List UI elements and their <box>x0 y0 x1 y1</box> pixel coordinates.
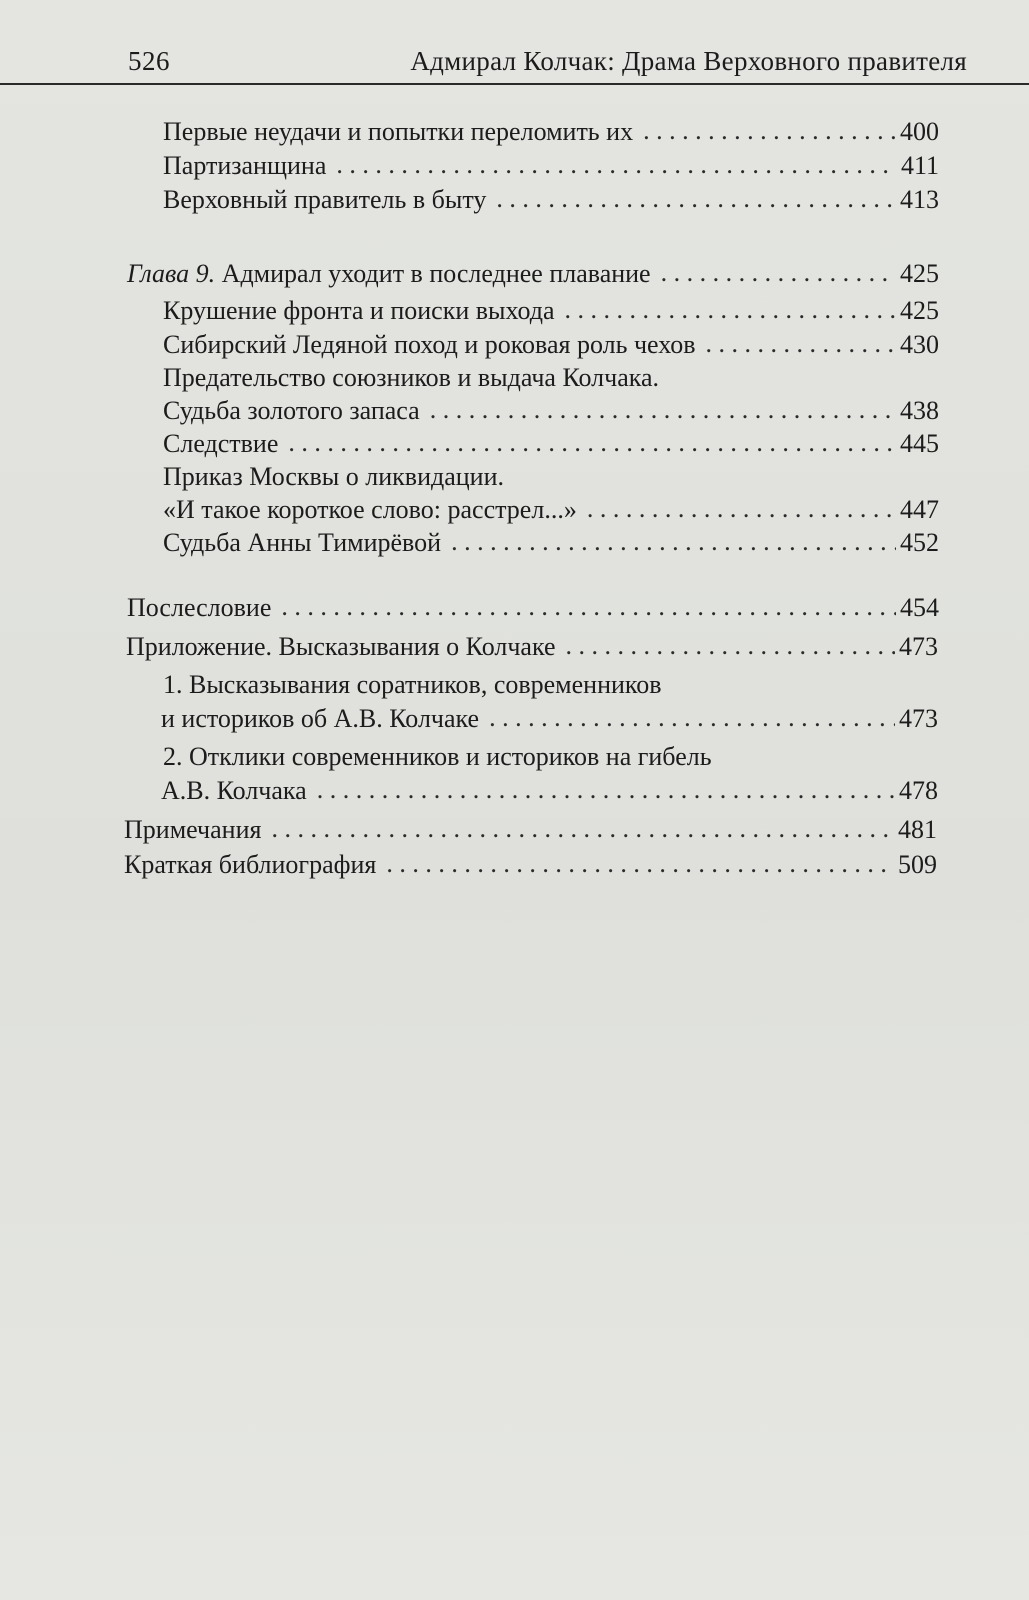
toc-entry <box>161 704 938 734</box>
dot-leader <box>706 329 896 359</box>
toc-entry <box>124 850 937 880</box>
dot-leader <box>430 395 896 425</box>
dot-leader <box>643 116 896 146</box>
dot-leader <box>565 295 896 325</box>
toc-entry <box>127 593 939 623</box>
toc-entry-page: 413 <box>900 185 939 214</box>
toc-chapter-title <box>127 259 651 289</box>
toc-entry <box>163 296 939 326</box>
toc-entry-title: Сибирский Ледяной поход и роковая роль чехов <box>163 330 696 359</box>
toc-entry <box>163 528 939 558</box>
toc-entry <box>163 396 939 426</box>
dot-leader <box>587 494 896 524</box>
toc-entry-page: 509 <box>898 850 937 879</box>
page-header <box>0 0 1029 86</box>
toc-entry-title: Судьба Анны Тимирёвой <box>163 528 442 557</box>
toc-entry-page: 447 <box>900 495 939 524</box>
toc-entry-page: 430 <box>900 330 939 359</box>
toc-entry <box>163 330 939 360</box>
dot-leader <box>489 703 895 733</box>
toc-entry-title: Послесловие <box>127 593 272 622</box>
toc-entry-title: Приложение. Высказывания о Колчаке <box>126 632 556 661</box>
header-rule <box>0 83 1029 85</box>
toc-entry <box>163 117 939 147</box>
dot-leader <box>288 428 896 458</box>
toc-entry-page: 452 <box>900 528 939 557</box>
dot-leader <box>317 775 895 805</box>
running-title: Адмирал Колчак: Драма Верховного правителя <box>410 46 967 76</box>
toc-entry-title: и историков об А.В. Колчаке <box>161 704 480 733</box>
toc-entry-title: Партизанщина <box>163 151 327 180</box>
toc-entry-page: 411 <box>900 151 939 180</box>
toc-entry-page: 481 <box>898 815 937 844</box>
page-number: 526 <box>128 46 170 76</box>
toc-entry <box>161 776 938 806</box>
toc-entry-line: Предательство союзников и выдача Колчака. <box>163 363 660 392</box>
toc-entry-page: 425 <box>900 259 939 288</box>
toc-entry-title: Первые неудачи и попытки переломить их <box>163 117 634 146</box>
toc-entry-title: Следствие <box>163 429 279 458</box>
toc-entry-title: Судьба золотого запаса <box>163 396 420 425</box>
toc-entry-title: Верховный правитель в быту <box>163 185 487 214</box>
dot-leader <box>281 592 896 622</box>
toc-entry <box>124 815 937 845</box>
toc-entry-page: 454 <box>900 593 939 622</box>
toc-entry-title: Краткая библиография <box>124 850 377 879</box>
dot-leader <box>336 150 897 180</box>
toc-chapter-entry <box>127 259 939 289</box>
dot-leader <box>496 184 896 214</box>
dot-leader <box>386 849 894 879</box>
dot-leader <box>451 527 896 557</box>
toc-entry-line: Приказ Москвы о ликвидации. <box>163 462 504 491</box>
toc-entry-page: 445 <box>900 429 939 458</box>
toc-entry-title: «И такое короткое слово: расстрел...» <box>163 495 577 524</box>
toc-entry <box>163 495 939 525</box>
toc-entry-page: 473 <box>899 704 938 733</box>
toc-entry <box>126 632 938 662</box>
toc-entry-page: 400 <box>900 117 939 146</box>
toc-entry-title: Крушение фронта и поиски выхода <box>163 296 555 325</box>
toc-entry-page: 438 <box>900 396 939 425</box>
toc-entry-title: Примечания <box>124 815 262 844</box>
chapter-label: Глава 9. <box>127 259 216 288</box>
chapter-name: Адмирал уходит в последнее плавание <box>221 259 651 288</box>
dot-leader <box>661 258 896 288</box>
toc-entry-line: 1. Высказывания соратников, современников <box>163 670 662 699</box>
toc-entry <box>163 185 939 215</box>
toc-entry <box>163 429 939 459</box>
toc-entry-line: 2. Отклики современников и историков на гибель <box>163 742 712 771</box>
toc-entry-title: А.В. Колчака <box>161 776 307 805</box>
toc-entry-page: 473 <box>899 632 938 661</box>
dot-leader <box>271 814 894 844</box>
toc-entry-page: 425 <box>900 296 939 325</box>
dot-leader <box>566 631 896 661</box>
toc-entry-page: 478 <box>899 776 938 805</box>
toc-entry <box>163 151 939 181</box>
